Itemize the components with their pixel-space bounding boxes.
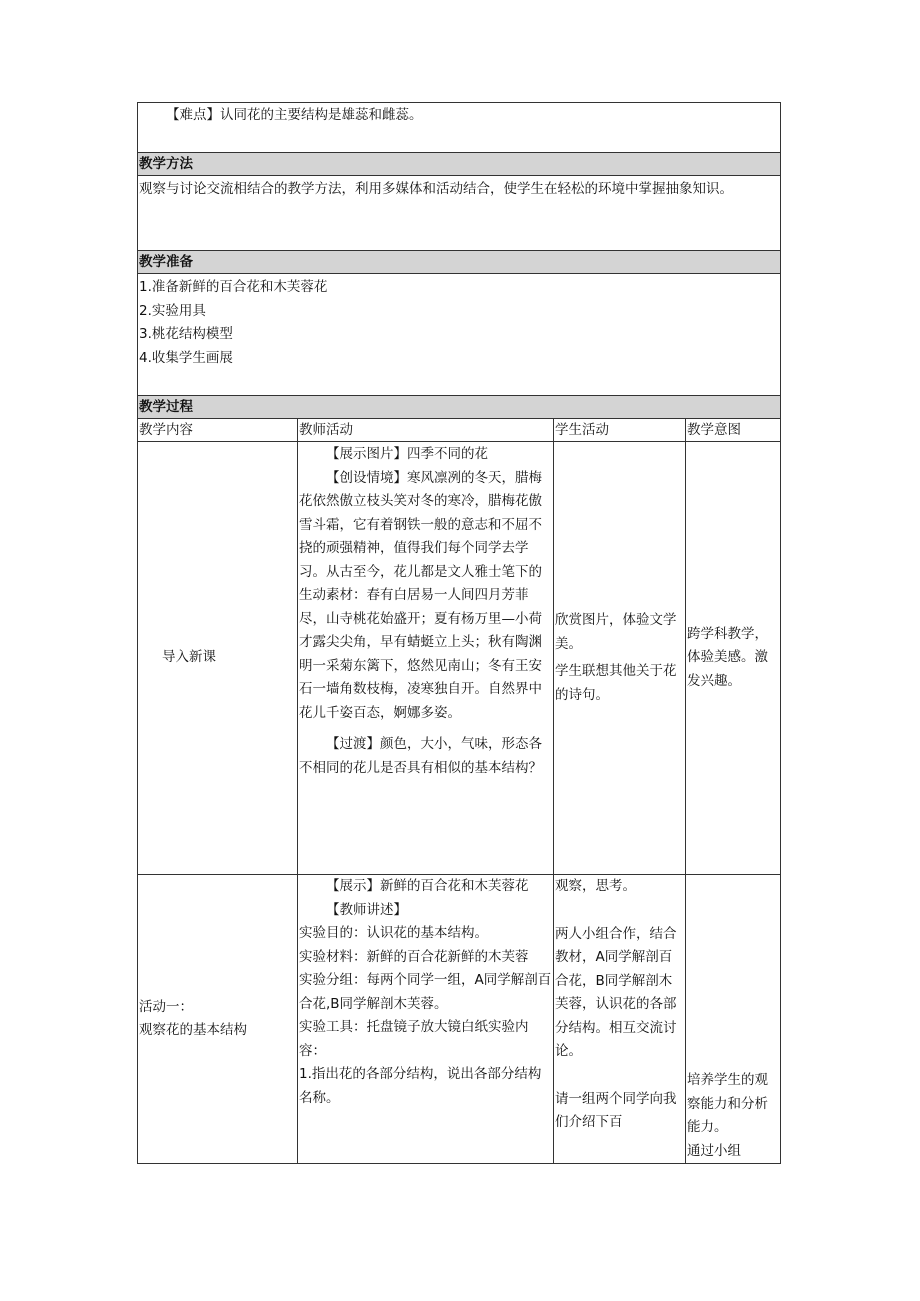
student-text: 请一组两个同学向我们介绍下百 [555, 1090, 677, 1130]
prep-heading: 教学准备 [138, 251, 781, 274]
content-text: 观察花的基本结构 [139, 1022, 247, 1038]
student-text: 学生联想其他关于花的诗句。 [555, 663, 677, 703]
prep-body [138, 274, 781, 396]
teacher-text: 实验工具：托盘镜子放大镜白纸实验内容： [299, 1019, 529, 1059]
prep-body-row [138, 274, 781, 396]
method-heading: 教学方法 [138, 153, 781, 176]
student-text: 观察，思考。 [555, 878, 636, 894]
intent-text: 跨学科教学，体验美感。激发兴趣。 [687, 625, 768, 689]
method-body [138, 176, 781, 251]
teacher-text: 【教师讲述】 [326, 901, 407, 918]
content-cell [138, 442, 298, 875]
student-text: 欣赏图片，体验文学美。 [555, 612, 677, 652]
teacher-text: 【展示图片】四季不同的花 [326, 446, 488, 462]
student-text: 两人小组合作，结合教材，A同学解剖百合花，B同学解剖木芙蓉，认识花的各部分结构。相互交流讨论。 [555, 925, 677, 1059]
column-header-student: 学生活动 [554, 419, 686, 442]
content-text: 导入新课 [162, 649, 216, 666]
method-body-row [138, 176, 781, 251]
process-heading: 教学过程 [138, 396, 781, 419]
column-header-content: 教学内容 [138, 419, 298, 442]
process-heading-row [138, 396, 781, 419]
difficulty-cell [138, 103, 781, 153]
prep-item: 4.收集学生画展 [139, 349, 233, 366]
prep-item: 2.实验用具 [139, 302, 206, 319]
content-cell [138, 875, 298, 1164]
prep-item: 3.桃花结构模型 [139, 326, 233, 342]
method-text: 观察与讨论交流相结合的教学方法，利用多媒体和活动结合，使学生在轻松的环境中掌握抽象知识。 [139, 181, 733, 197]
process-column-headers [138, 419, 781, 442]
teacher-text: 实验材料：新鲜的百合花新鲜的木芙蓉 [299, 948, 529, 965]
table-row [138, 442, 781, 875]
intent-cell [686, 442, 781, 875]
column-header-intent: 教学意图 [686, 419, 781, 442]
content-text: 活动一： [139, 998, 193, 1015]
teacher-text: 【过渡】颜色，大小，气味，形态各不相同的花儿是否具有相似的基本结构？ [299, 736, 542, 776]
lesson-plan-table [137, 102, 781, 1164]
teacher-activity-cell [298, 442, 554, 875]
teacher-activity-cell [298, 875, 554, 1164]
teacher-text: 实验目的：认识花的基本结构。 [299, 925, 488, 941]
teacher-text: 【创设情境】寒风凛冽的冬天，腊梅花依然傲立枝头笑对冬的寒冷，腊梅花傲雪斗霜，它有着钢铁一般的意志和不屈不挠的顽强精神，值得我们每个同学去学习。从古至今，花儿都是文人雅士笔下的生动素材：春有白居易一人间四月芳菲尽，山寺桃花始盛开；夏有杨万里—小荷才露尖尖角，早有蜻蜓立上头；秋有陶渊明一采菊东篱下，悠然见南山；冬有王安石一墙角数枝梅，凌寒独自开。自然界中花儿千姿百态，婀娜多姿。 [299, 469, 542, 721]
table-row [138, 875, 781, 1164]
prep-heading-row [138, 251, 781, 274]
difficulty-row [138, 103, 781, 153]
prep-item: 1.准备新鲜的百合花和木芙蓉花 [139, 279, 328, 295]
teacher-text: 实验分组：每两个同学一组，A同学解剖百合花,B同学解剖木芙蓉。 [299, 972, 552, 1012]
intent-cell [686, 875, 781, 1164]
method-heading-row [138, 153, 781, 176]
student-activity-cell [554, 442, 686, 875]
teacher-text: 1.指出花的各部分结构，说出各部分结构名称。 [299, 1066, 542, 1106]
intent-text: 培养学生的观察能力和分析能力。 [687, 1072, 768, 1135]
student-activity-cell [554, 875, 686, 1164]
intent-text: 通过小组 [687, 1142, 741, 1159]
column-header-teacher: 教师活动 [298, 419, 554, 442]
teacher-text: 【展示】新鲜的百合花和木芙蓉花 [326, 878, 529, 894]
difficulty-text: 【难点】认同花的主要结构是雄蕊和雌蕊。 [166, 107, 423, 123]
lesson-plan-document [137, 102, 780, 1164]
